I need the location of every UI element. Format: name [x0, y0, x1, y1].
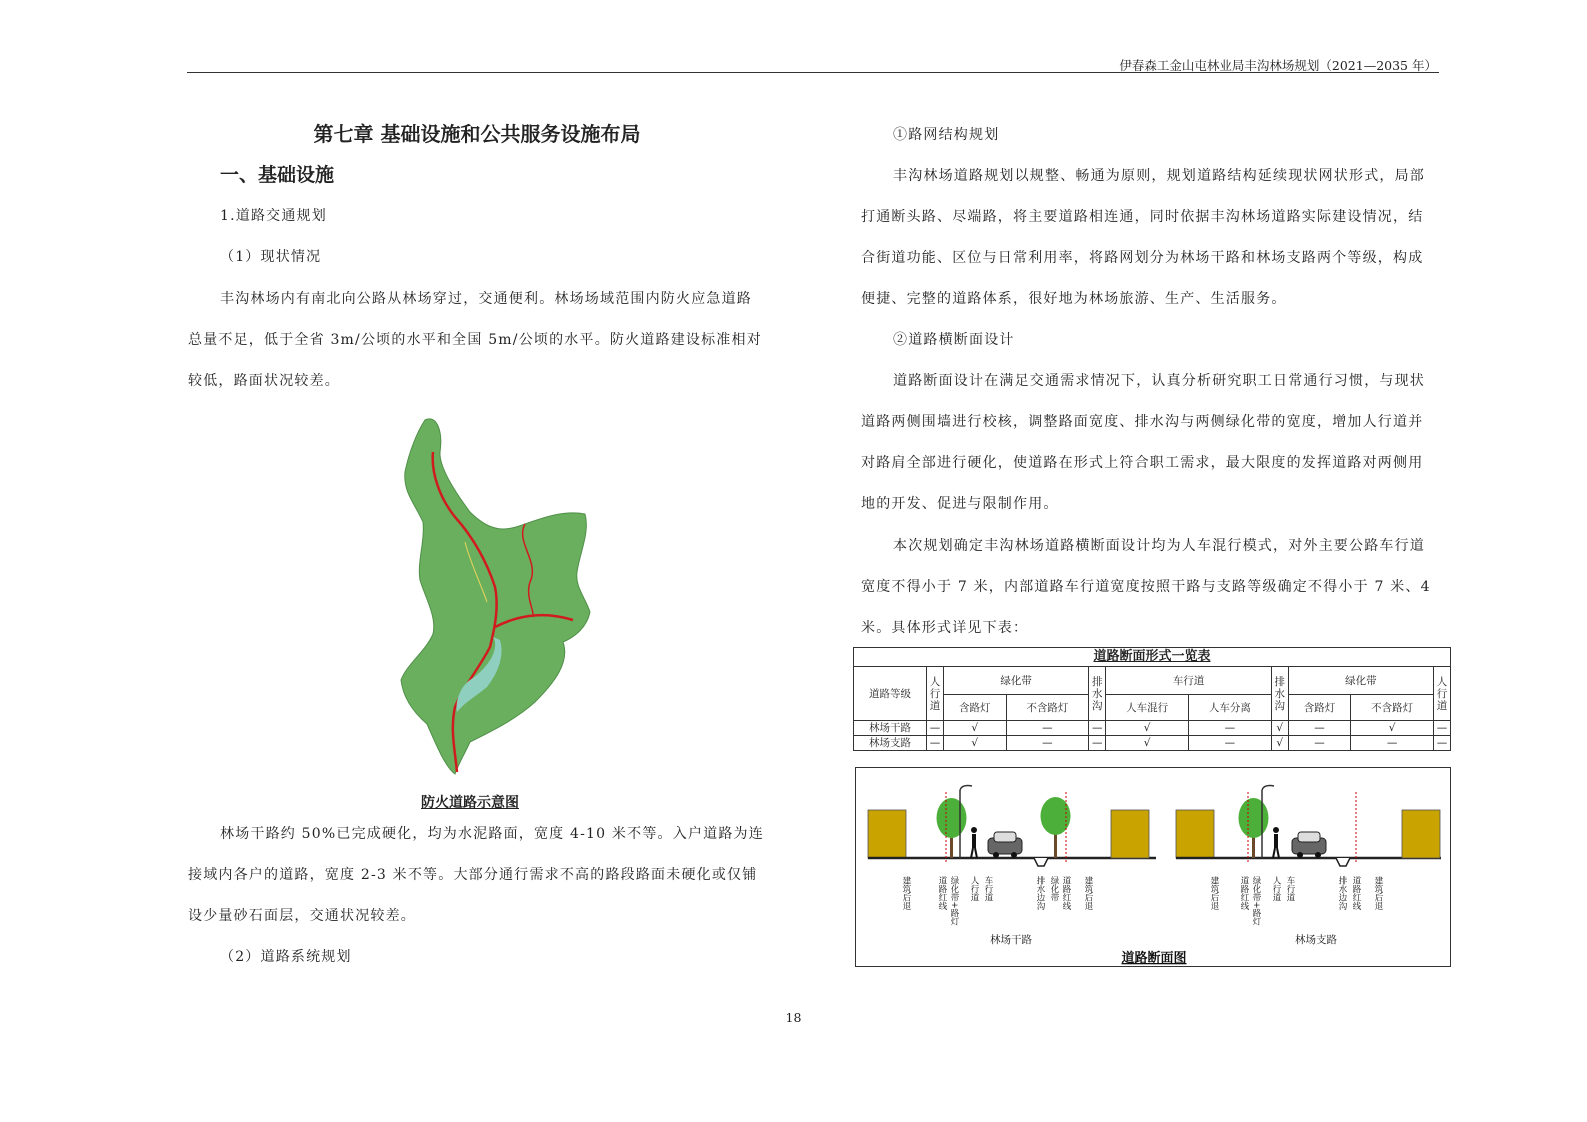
fire-road-map	[395, 412, 595, 777]
sub-without-lamp: 不含路灯	[1006, 695, 1089, 721]
header-grade: 道路等级	[854, 667, 927, 721]
section-label: 绿化带+路灯	[949, 876, 959, 926]
section-label: 人行道	[1271, 876, 1281, 902]
right-line: 本次规划确定丰沟林场道路横断面设计均为人车混行模式，对外主要公路车行道	[893, 538, 1425, 554]
right-line: ②道路横断面设计	[893, 332, 1015, 348]
section-title: 一、基础设施	[220, 164, 335, 186]
left-line: （1）现状情况	[220, 249, 322, 265]
header-lane: 车行道	[1106, 667, 1271, 695]
cell: —	[1188, 736, 1271, 751]
chapter-title: 第七章 基础设施和公共服务设施布局	[313, 122, 641, 146]
cell: —	[1006, 721, 1089, 736]
section-label: 建筑后退	[1083, 876, 1093, 910]
right-line: ①路网结构规划	[893, 127, 1000, 143]
cell: √	[1271, 721, 1288, 736]
cell: —	[1351, 736, 1434, 751]
sub-separated: 人车分离	[1188, 695, 1271, 721]
header-rule	[187, 72, 1439, 73]
section-label: 建筑后退	[901, 876, 911, 910]
table-title: 道路断面形式一览表	[854, 648, 1451, 667]
cell: —	[1006, 736, 1089, 751]
cell: —	[1089, 721, 1106, 736]
right-line: 对路肩全部进行硬化，使道路在形式上符合职工需求，最大限度的发挥道路对两侧用	[861, 455, 1424, 471]
row-name: 林场支路	[854, 736, 927, 751]
left-line: 1.道路交通规划	[220, 208, 327, 224]
right-line: 道路断面设计在满足交通需求情况下，认真分析研究职工日常通行习惯，与现状	[893, 373, 1425, 389]
main-road-section	[868, 786, 1156, 867]
building-block	[1111, 810, 1149, 858]
cell: √	[1106, 736, 1189, 751]
section-label: 排水边沟	[1337, 876, 1347, 910]
sub-without-lamp: 不含路灯	[1351, 695, 1434, 721]
right-line: 打通断头路、尽端路，将主要道路相连通，同时依据丰沟林场道路实际建设情况，结	[861, 209, 1424, 225]
header-green: 绿化带	[944, 667, 1089, 695]
cell: √	[944, 721, 1007, 736]
table-row	[854, 721, 1451, 736]
pedestrian-icon	[971, 827, 977, 858]
tree-icon	[1239, 798, 1269, 858]
right-line: 便捷、完整的道路体系，很好地为林场旅游、生产、生活服务。	[861, 291, 1287, 307]
section-label: 车行道	[983, 876, 993, 902]
cell: —	[1288, 736, 1351, 751]
sub-mixed: 人车混行	[1106, 695, 1189, 721]
right-line: 宽度不得小于 7 米，内部道路车行道宽度按照干路与支路等级确定不得小于 7 米、4	[861, 579, 1431, 595]
header-green: 绿化带	[1288, 667, 1433, 695]
table-row	[854, 736, 1451, 751]
right-line: 合街道功能、区位与日常利用率，将路网划分为林场干路和林场支路两个等级，构成	[861, 250, 1424, 266]
road-section-table	[853, 647, 1451, 751]
main-road-label: 林场干路	[990, 934, 1032, 946]
sub-with-lamp: 含路灯	[1288, 695, 1351, 721]
section-label: 人行道	[969, 876, 979, 902]
page-number: 18	[785, 1010, 802, 1025]
cell: √	[1271, 736, 1288, 751]
road-section-diagram	[855, 767, 1451, 967]
drain-ditch	[1336, 858, 1350, 866]
cell: —	[1089, 736, 1106, 751]
cell: √	[1106, 721, 1189, 736]
branch-road-label: 林场支路	[1295, 934, 1337, 946]
section-label: 道路红线	[1351, 876, 1361, 910]
left-line: （2）道路系统规划	[220, 949, 352, 965]
cell: —	[927, 736, 944, 751]
cell: —	[1188, 721, 1271, 736]
left-line: 接域内各户的道路，宽度 2-3 米不等。大部分通行需求不高的路段路面未硬化或仅铺	[188, 867, 758, 883]
row-name: 林场干路	[854, 721, 927, 736]
cell: —	[1434, 721, 1451, 736]
section-label: 道路红线	[1239, 876, 1249, 910]
branch-road-labels	[1209, 875, 1383, 925]
map-caption: 防火道路示意图	[421, 795, 519, 811]
header-title: 伊春森工金山屯林业局丰沟林场规划（2021—2035 年）	[1119, 58, 1437, 73]
left-line: 较低，路面状况较差。	[188, 373, 340, 389]
main-road-labels	[901, 875, 1093, 925]
drain-ditch	[1034, 858, 1048, 866]
section-label: 排水边沟	[1035, 876, 1045, 910]
right-line: 米。具体形式详见下表：	[861, 620, 1029, 636]
sub-with-lamp: 含路灯	[944, 695, 1007, 721]
section-label: 绿化带+路灯	[1251, 876, 1261, 926]
tree-icon	[937, 798, 967, 858]
header-drain: 排 水 沟	[1271, 667, 1288, 721]
cell: —	[1434, 736, 1451, 751]
car-icon	[1292, 832, 1326, 858]
building-block	[1402, 810, 1440, 858]
building-block	[868, 810, 906, 858]
section-label: 建筑后退	[1209, 876, 1219, 910]
section-label: 绿化带	[1049, 876, 1059, 902]
cell: √	[1351, 721, 1434, 736]
branch-road-section	[1176, 786, 1441, 867]
right-line: 道路两侧围墙进行校核，调整路面宽度、排水沟与两侧绿化带的宽度，增加人行道并	[861, 414, 1424, 430]
right-line: 丰沟林场道路规划以规整、畅通为原则，规划道路结构延续现状网状形式，局部	[893, 168, 1425, 184]
section-label: 道路红线	[937, 876, 947, 910]
left-line: 设少量砂石面层，交通状况较差。	[188, 908, 416, 924]
section-label: 建筑后退	[1373, 876, 1383, 910]
cell: √	[944, 736, 1007, 751]
cell: —	[927, 721, 944, 736]
section-diagram-caption: 道路断面图	[1121, 951, 1187, 965]
header-sidewalk: 人 行 道	[927, 667, 944, 721]
pedestrian-icon	[1273, 827, 1279, 858]
building-block	[1176, 810, 1214, 858]
left-line: 丰沟林场内有南北向公路从林场穿过，交通便利。林场场域范围内防火应急道路	[220, 291, 752, 307]
left-line: 总量不足，低于全省 3m/公顷的水平和全国 5m/公顷的水平。防火道路建设标准相对	[188, 332, 762, 348]
header-sidewalk: 人 行 道	[1434, 667, 1451, 721]
section-label: 车行道	[1285, 876, 1295, 902]
right-line: 地的开发、促进与限制作用。	[861, 496, 1059, 512]
section-label: 道路红线	[1061, 876, 1071, 910]
car-icon	[988, 832, 1022, 858]
left-line: 林场干路约 50%已完成硬化，均为水泥路面，宽度 4-10 米不等。入户道路为连	[220, 826, 764, 842]
header-drain: 排 水 沟	[1089, 667, 1106, 721]
cell: —	[1288, 721, 1351, 736]
